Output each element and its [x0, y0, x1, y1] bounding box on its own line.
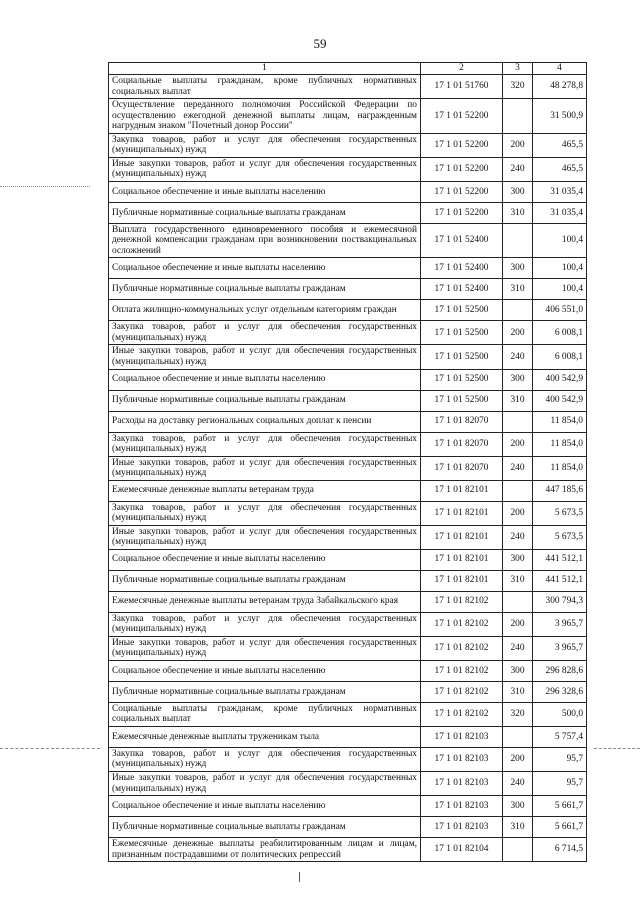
row-expense-type-cell: 240 — [503, 772, 533, 796]
row-name-cell — [109, 838, 421, 862]
row-sum-cell: 100,4 — [533, 279, 587, 300]
row-sum-cell: 296 828,6 — [533, 660, 587, 681]
table-row — [109, 345, 587, 369]
row-expense-type-cell: 200 — [503, 747, 533, 771]
row-name-text: Ежемесячные денежные выплаты ветеранам труда — [112, 485, 314, 496]
row-code-cell: 17 1 01 82102 — [421, 702, 503, 726]
margin-scan-mark — [594, 748, 640, 749]
row-name-cell — [109, 636, 421, 660]
table-row — [109, 133, 587, 157]
header-cell-code: 2 — [421, 63, 503, 75]
row-expense-type-cell: 300 — [503, 660, 533, 681]
row-name-cell — [109, 681, 421, 702]
row-name-cell — [109, 660, 421, 681]
row-name-text: Ежемесячные денежные выплаты реабилитированным лицам и лицам, признанным пострадавшими от политических репрессий — [112, 839, 417, 860]
row-name-text: Закупка товаров, работ и услуг для обеспечения государственных (муниципальных) нужд — [112, 748, 417, 770]
row-name-cell — [109, 99, 421, 134]
row-sum-cell: 441 512,1 — [533, 549, 587, 570]
row-name-cell — [109, 726, 421, 747]
table-row — [109, 411, 587, 432]
row-name-text: Закупка товаров, работ и услуг для обеспечения государственных (муниципальных) нужд — [112, 134, 417, 156]
row-name-cell — [109, 549, 421, 570]
row-sum-cell: 100,4 — [533, 223, 587, 258]
row-name-cell — [109, 796, 421, 817]
row-code-cell: 17 1 01 82102 — [421, 636, 503, 660]
table-row — [109, 772, 587, 796]
row-sum-cell: 465,5 — [533, 133, 587, 157]
row-sum-cell: 400 542,9 — [533, 369, 587, 390]
table-row — [109, 817, 587, 838]
row-name-text: Публичные нормативные социальные выплаты гражданам — [112, 575, 346, 586]
row-sum-cell: 11 854,0 — [533, 456, 587, 480]
row-code-cell: 17 1 01 52200 — [421, 157, 503, 181]
row-sum-cell: 300 794,3 — [533, 591, 587, 612]
row-name-cell — [109, 300, 421, 321]
table-row — [109, 157, 587, 181]
row-expense-type-cell: 200 — [503, 321, 533, 345]
row-name-cell — [109, 133, 421, 157]
row-code-cell: 17 1 01 82103 — [421, 747, 503, 771]
row-name-text: Социальное обеспечение и иные выплаты населению — [112, 800, 326, 811]
row-code-cell: 17 1 01 82103 — [421, 726, 503, 747]
row-name-cell — [109, 747, 421, 771]
table-row — [109, 591, 587, 612]
row-expense-type-cell — [503, 838, 533, 862]
row-code-cell: 17 1 01 82101 — [421, 525, 503, 549]
row-expense-type-cell: 310 — [503, 202, 533, 223]
row-name-text: Публичные нормативные социальные выплаты гражданам — [112, 686, 346, 697]
row-name-text: Иные закупки товаров, работ и услуг для обеспечения государственных (муниципальных) нужд — [112, 526, 417, 548]
row-sum-cell: 31 035,4 — [533, 181, 587, 202]
row-name-cell — [109, 432, 421, 456]
row-code-cell: 17 1 01 52500 — [421, 345, 503, 369]
table-row — [109, 612, 587, 636]
row-name-text: Социальное обеспечение и иные выплаты населению — [112, 186, 326, 197]
row-sum-cell: 6 714,5 — [533, 838, 587, 862]
table-body — [109, 75, 587, 862]
row-sum-cell: 5 673,5 — [533, 501, 587, 525]
row-code-cell: 17 1 01 51760 — [421, 75, 503, 99]
row-sum-cell: 6 008,1 — [533, 345, 587, 369]
row-name-cell — [109, 369, 421, 390]
row-name-cell — [109, 157, 421, 181]
table-row — [109, 181, 587, 202]
row-expense-type-cell: 200 — [503, 133, 533, 157]
table-row — [109, 501, 587, 525]
row-name-cell — [109, 411, 421, 432]
row-name-text: Публичные нормативные социальные выплаты гражданам — [112, 284, 346, 295]
row-expense-type-cell: 240 — [503, 456, 533, 480]
table-row — [109, 75, 587, 99]
table-row — [109, 321, 587, 345]
row-code-cell: 17 1 01 52200 — [421, 133, 503, 157]
row-sum-cell: 406 551,0 — [533, 300, 587, 321]
row-name-cell — [109, 223, 421, 258]
row-sum-cell: 3 965,7 — [533, 612, 587, 636]
row-expense-type-cell: 300 — [503, 181, 533, 202]
table-row — [109, 456, 587, 480]
row-code-cell: 17 1 01 82101 — [421, 549, 503, 570]
row-name-cell — [109, 258, 421, 279]
row-name-text: Публичные нормативные социальные выплаты гражданам — [112, 207, 346, 218]
table-row — [109, 796, 587, 817]
row-expense-type-cell: 300 — [503, 258, 533, 279]
row-code-cell: 17 1 01 82070 — [421, 432, 503, 456]
row-expense-type-cell: 240 — [503, 157, 533, 181]
row-sum-cell: 5 661,7 — [533, 796, 587, 817]
row-expense-type-cell: 300 — [503, 369, 533, 390]
row-expense-type-cell — [503, 726, 533, 747]
row-name-text: Выплата государственного единовременного пособия и ежемесячной денежной компенсации гражданам при возникновении поствакцинальных осложнений — [112, 224, 417, 256]
row-name-text: Социальные выплаты гражданам, кроме публичных нормативных социальных выплат — [112, 76, 417, 97]
row-code-cell: 17 1 01 82102 — [421, 660, 503, 681]
row-name-cell — [109, 591, 421, 612]
row-code-cell: 17 1 01 82102 — [421, 681, 503, 702]
margin-scan-mark — [0, 748, 100, 749]
row-expense-type-cell: 240 — [503, 525, 533, 549]
table-row — [109, 636, 587, 660]
row-name-text: Публичные нормативные социальные выплаты гражданам — [112, 395, 346, 406]
table-row — [109, 432, 587, 456]
row-name-cell — [109, 570, 421, 591]
row-name-text: Ежемесячные денежные выплаты труженикам тыла — [112, 731, 320, 742]
row-name-text: Социальное обеспечение и иные выплаты населению — [112, 554, 326, 565]
row-sum-cell: 6 008,1 — [533, 321, 587, 345]
row-name-text: Оплата жилищно-коммунальных услуг отдельным категориям граждан — [112, 305, 397, 316]
row-expense-type-cell — [503, 223, 533, 258]
header-cell-vr: 3 — [503, 63, 533, 75]
page-number: 59 — [313, 36, 327, 51]
row-name-cell — [109, 501, 421, 525]
table-row — [109, 570, 587, 591]
row-name-text: Расходы на доставку региональных социальных доплат к пенсии — [112, 416, 372, 427]
row-name-cell — [109, 202, 421, 223]
row-name-text: Ежемесячные денежные выплаты ветеранам труда Забайкальского края — [112, 596, 399, 607]
row-name-text: Иные закупки товаров, работ и услуг для обеспечения государственных (муниципальных) нужд — [112, 158, 417, 180]
row-sum-cell: 95,7 — [533, 747, 587, 771]
table-row — [109, 99, 587, 134]
row-expense-type-cell: 200 — [503, 432, 533, 456]
row-name-cell — [109, 772, 421, 796]
table-row — [109, 702, 587, 726]
row-code-cell: 17 1 01 82103 — [421, 796, 503, 817]
row-name-cell — [109, 279, 421, 300]
table-row — [109, 258, 587, 279]
row-expense-type-cell: 310 — [503, 681, 533, 702]
table-row — [109, 838, 587, 862]
table-row — [109, 747, 587, 771]
table-row — [109, 549, 587, 570]
row-code-cell: 17 1 01 82101 — [421, 501, 503, 525]
row-sum-cell: 447 185,6 — [533, 480, 587, 501]
row-name-cell — [109, 75, 421, 99]
row-expense-type-cell — [503, 411, 533, 432]
row-name-text: Закупка товаров, работ и услуг для обеспечения государственных (муниципальных) нужд — [112, 433, 417, 455]
row-name-text: Иные закупки товаров, работ и услуг для обеспечения государственных (муниципальных) нужд — [112, 637, 417, 659]
row-expense-type-cell: 240 — [503, 345, 533, 369]
row-name-text: Закупка товаров, работ и услуг для обеспечения государственных (муниципальных) нужд — [112, 502, 417, 524]
budget-table — [108, 62, 587, 862]
row-sum-cell: 11 854,0 — [533, 432, 587, 456]
row-expense-type-cell: 320 — [503, 75, 533, 99]
row-sum-cell: 100,4 — [533, 258, 587, 279]
row-name-cell — [109, 480, 421, 501]
row-name-cell — [109, 390, 421, 411]
row-sum-cell: 11 854,0 — [533, 411, 587, 432]
table-row — [109, 660, 587, 681]
row-sum-cell: 48 278,8 — [533, 75, 587, 99]
row-expense-type-cell: 200 — [503, 612, 533, 636]
row-expense-type-cell: 310 — [503, 570, 533, 591]
row-expense-type-cell: 320 — [503, 702, 533, 726]
row-sum-cell: 465,5 — [533, 157, 587, 181]
row-code-cell: 17 1 01 52500 — [421, 369, 503, 390]
row-name-text: Социальное обеспечение и иные выплаты населению — [112, 374, 326, 385]
table-row — [109, 300, 587, 321]
row-code-cell: 17 1 01 82101 — [421, 570, 503, 591]
row-code-cell: 17 1 01 82103 — [421, 772, 503, 796]
row-code-cell: 17 1 01 52200 — [421, 181, 503, 202]
row-name-cell — [109, 345, 421, 369]
row-sum-cell: 95,7 — [533, 772, 587, 796]
table-row — [109, 202, 587, 223]
row-sum-cell: 5 757,4 — [533, 726, 587, 747]
row-expense-type-cell: 310 — [503, 817, 533, 838]
row-code-cell: 17 1 01 52400 — [421, 223, 503, 258]
row-code-cell: 17 1 01 82101 — [421, 480, 503, 501]
row-expense-type-cell — [503, 480, 533, 501]
row-name-text: Социальное обеспечение и иные выплаты населению — [112, 665, 326, 676]
row-sum-cell: 5 673,5 — [533, 525, 587, 549]
row-expense-type-cell — [503, 591, 533, 612]
row-name-cell — [109, 321, 421, 345]
row-name-text: Иные закупки товаров, работ и услуг для обеспечения государственных (муниципальных) нужд — [112, 457, 417, 479]
row-name-text: Закупка товаров, работ и услуг для обеспечения государственных (муниципальных) нужд — [112, 322, 417, 343]
table-row — [109, 480, 587, 501]
table-row — [109, 525, 587, 549]
row-sum-cell: 441 512,1 — [533, 570, 587, 591]
row-expense-type-cell: 200 — [503, 501, 533, 525]
row-name-text: Иные закупки товаров, работ и услуг для обеспечения государственных (муниципальных) нужд — [112, 346, 417, 367]
row-sum-cell: 296 328,6 — [533, 681, 587, 702]
table-header-row — [109, 63, 587, 75]
table-row — [109, 726, 587, 747]
table-row — [109, 681, 587, 702]
row-name-cell — [109, 456, 421, 480]
scan-mark — [299, 872, 300, 882]
row-expense-type-cell — [503, 99, 533, 134]
row-expense-type-cell: 300 — [503, 796, 533, 817]
row-name-text: Закупка товаров, работ и услуг для обеспечения государственных (муниципальных) нужд — [112, 613, 417, 635]
row-code-cell: 17 1 01 52500 — [421, 390, 503, 411]
row-name-cell — [109, 702, 421, 726]
row-sum-cell: 31 500,9 — [533, 99, 587, 134]
row-name-cell — [109, 817, 421, 838]
row-code-cell: 17 1 01 52200 — [421, 99, 503, 134]
row-code-cell: 17 1 01 82102 — [421, 612, 503, 636]
row-name-text: Публичные нормативные социальные выплаты гражданам — [112, 821, 346, 832]
row-sum-cell: 5 661,7 — [533, 817, 587, 838]
row-expense-type-cell: 310 — [503, 390, 533, 411]
row-expense-type-cell: 240 — [503, 636, 533, 660]
row-sum-cell: 3 965,7 — [533, 636, 587, 660]
row-name-text: Социальное обеспечение и иные выплаты населению — [112, 263, 326, 274]
row-sum-cell: 400 542,9 — [533, 390, 587, 411]
row-name-text: Социальные выплаты гражданам, кроме публичных нормативных социальных выплат — [112, 703, 417, 725]
row-code-cell: 17 1 01 52500 — [421, 321, 503, 345]
row-code-cell: 17 1 01 52400 — [421, 258, 503, 279]
header-cell-sum: 4 — [533, 63, 587, 75]
row-name-cell — [109, 525, 421, 549]
margin-scan-mark — [0, 186, 90, 188]
row-code-cell: 17 1 01 52200 — [421, 202, 503, 223]
row-code-cell: 17 1 01 82103 — [421, 817, 503, 838]
table-row — [109, 279, 587, 300]
row-code-cell: 17 1 01 82070 — [421, 456, 503, 480]
table-row — [109, 369, 587, 390]
row-sum-cell: 500,0 — [533, 702, 587, 726]
row-code-cell: 17 1 01 82102 — [421, 591, 503, 612]
row-sum-cell: 31 035,4 — [533, 202, 587, 223]
row-name-text: Осуществление переданного полномочия Российской Федерации по осуществлению ежегодной денежной выплаты лицам, награжденным нагрудным знаком "Почетный донор России" — [112, 100, 417, 132]
header-cell-name: 1 — [109, 63, 421, 75]
row-expense-type-cell: 300 — [503, 549, 533, 570]
row-expense-type-cell: 310 — [503, 279, 533, 300]
table-row — [109, 390, 587, 411]
row-expense-type-cell — [503, 300, 533, 321]
row-code-cell: 17 1 01 82104 — [421, 838, 503, 862]
row-name-cell — [109, 612, 421, 636]
row-name-text: Иные закупки товаров, работ и услуг для обеспечения государственных (муниципальных) нужд — [112, 773, 417, 794]
row-code-cell: 17 1 01 52400 — [421, 279, 503, 300]
row-name-cell — [109, 181, 421, 202]
row-code-cell: 17 1 01 52500 — [421, 300, 503, 321]
table-row — [109, 223, 587, 258]
row-code-cell: 17 1 01 82070 — [421, 411, 503, 432]
